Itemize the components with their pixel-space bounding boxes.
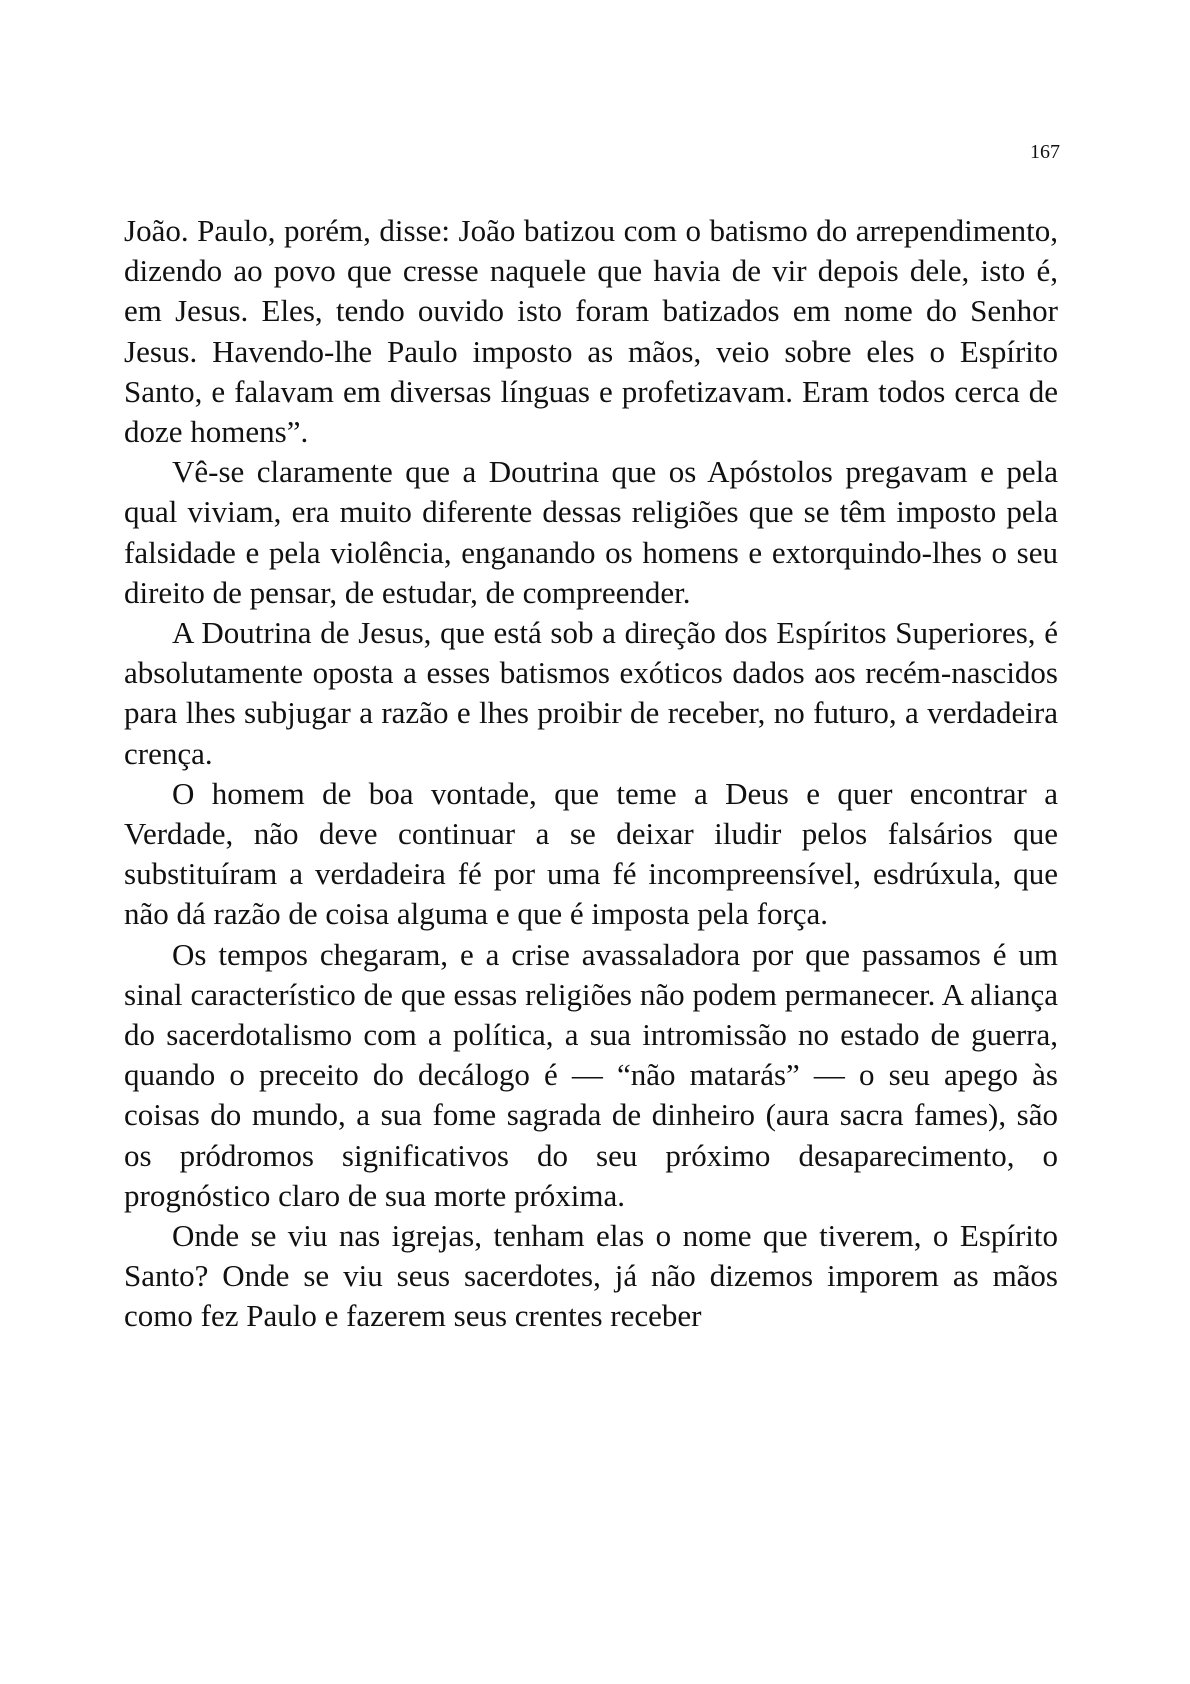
paragraph-5: Os tempos chegaram, e a crise avassaladora por que passamos é um sinal característico de que essas religiões não podem permanecer. A aliança do sacerdotalismo com a política, a sua intromissão no estado de guerra, quando o preceito do decálogo é — “não matarás” — o seu apego às coisas do mundo, a sua fome sagrada de dinheiro (aura sacra fames), são os pródromos significativos do seu próximo desaparecimento, o prognóstico claro de sua morte próxima. bbox=[124, 936, 1058, 1213]
body-text bbox=[124, 211, 1058, 1337]
paragraph-4: O homem de boa vontade, que teme a Deus e quer encontrar a Verdade, não deve continuar a se deixar iludir pelos falsários que substituíram a verdadeira fé por uma fé incompreensível, esdrúxula, que não dá razão de coisa alguma e que é imposta pela força. bbox=[124, 775, 1058, 932]
page-number: 167 bbox=[1030, 141, 1060, 163]
paragraph-1: João. Paulo, porém, disse: João batizou com o batismo do arrependimento, dizendo ao povo que cresse naquele que havia de vir depois dele, isto é, em Jesus. Eles, tendo ouvido isto foram batizados em nome do Senhor Jesus. Havendo-lhe Paulo imposto as mãos, veio sobre eles o Espírito Santo, e falavam em diversas línguas e profetizavam. Eram todos cerca de doze homens”. bbox=[124, 213, 1058, 450]
paragraph-3: A Doutrina de Jesus, que está sob a direção dos Espíritos Superiores, é absolutamente oposta a esses batismos exóticos dados aos recém-nascidos para lhes subjugar a razão e lhes proibir de receber, no futuro, a verdadeira crença. bbox=[124, 615, 1058, 771]
paragraph-2: Vê-se claramente que a Doutrina que os Apóstolos pregavam e pela qual viviam, era muito diferente dessas religiões que se têm imposto pela falsidade e pela violência, enganando os homens e extorquindo-lhes o seu direito de pensar, de estudar, de compreender. bbox=[124, 454, 1058, 610]
paragraph-6: Onde se viu nas igrejas, tenham elas o nome que tiverem, o Espírito Santo? Onde se viu seus sacerdotes, já não dizemos imporem as mãos como fez Paulo e fazerem seus crentes receber bbox=[124, 1218, 1058, 1334]
